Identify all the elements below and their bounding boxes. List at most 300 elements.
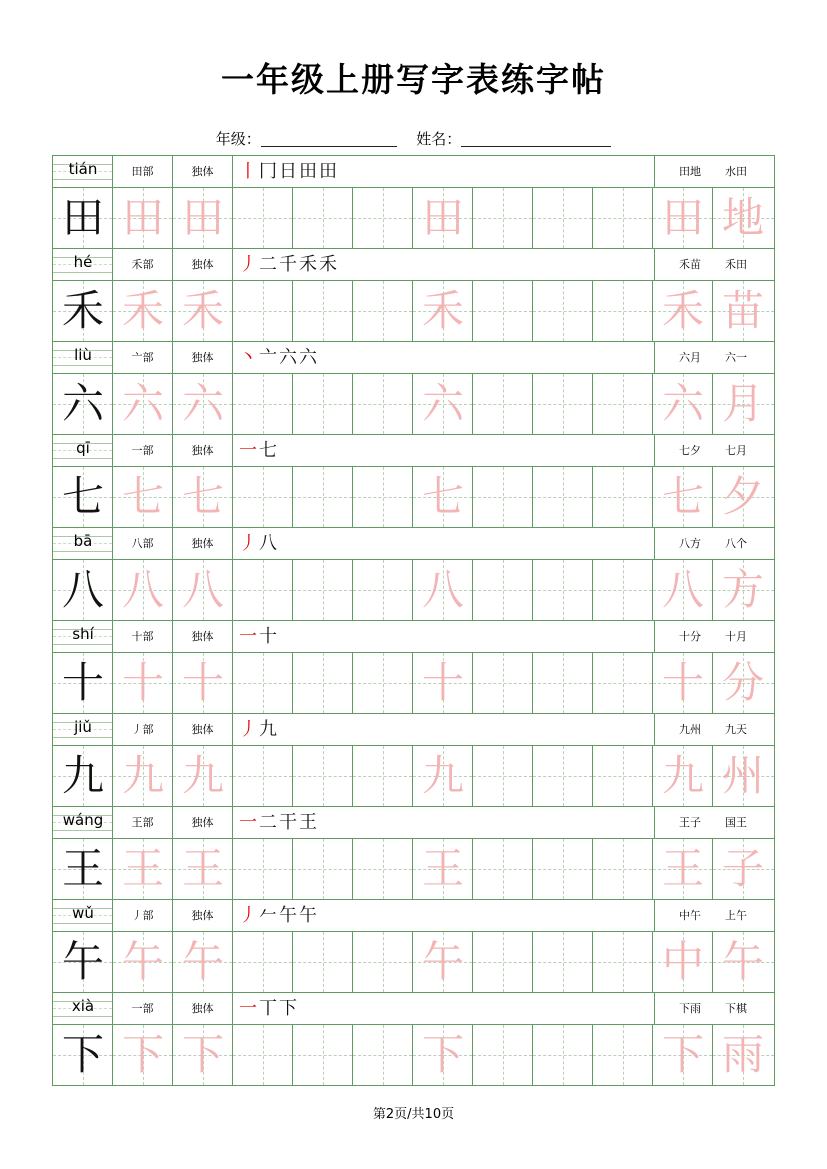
pinyin-cell: [53, 435, 113, 466]
word-char-box: [653, 839, 713, 899]
example-word: 九州: [679, 723, 701, 736]
trace-character: 七: [181, 472, 224, 521]
stroke-step: 二: [259, 254, 279, 275]
writing-row: [52, 838, 775, 899]
trace-character: 六: [661, 379, 704, 428]
trace-character: 王: [181, 844, 224, 893]
example-words-cell: [655, 342, 776, 373]
pinyin-text: hé: [73, 253, 93, 271]
trace-character: 禾: [661, 286, 704, 335]
grade-label: 年级：: [215, 130, 261, 148]
practice-box[interactable]: [533, 932, 593, 992]
stroke-step: 干: [279, 812, 299, 833]
stroke-step: 丨: [239, 161, 259, 182]
practice-box[interactable]: [473, 281, 533, 341]
trace-character: 子: [721, 844, 764, 893]
structure-cell: 独体: [173, 342, 233, 373]
practice-box[interactable]: [593, 560, 653, 620]
example-words-cell: [655, 993, 776, 1024]
trace-character: 苗: [721, 286, 764, 335]
pinyin-text: qī: [76, 439, 90, 457]
stroke-order-cell: [233, 621, 655, 652]
example-word: 王子: [679, 816, 701, 829]
trace-character: 田: [121, 193, 164, 242]
practice-box[interactable]: [533, 374, 593, 434]
radical-cell: 禾部: [113, 249, 173, 280]
radical-cell: 一部: [113, 435, 173, 466]
trace-character: 八: [181, 565, 224, 614]
trace-character: 分: [721, 658, 764, 707]
trace-character: 王: [661, 844, 704, 893]
trace-character: 七: [121, 472, 164, 521]
practice-box[interactable]: [593, 1025, 653, 1085]
practice-box[interactable]: [593, 746, 653, 806]
word-char-box: [653, 1025, 713, 1085]
example-word: 禾苗: [679, 258, 701, 271]
writing-row: [52, 373, 775, 434]
model-char-box: [53, 188, 113, 248]
trace-character: 中: [661, 937, 704, 986]
stroke-step: 午: [299, 905, 319, 926]
practice-box[interactable]: [353, 560, 413, 620]
practice-box[interactable]: [293, 839, 353, 899]
word-char-box: [713, 653, 774, 713]
model-char-box: [53, 839, 113, 899]
stroke-step: 禾: [319, 254, 339, 275]
practice-box[interactable]: [293, 560, 353, 620]
example-word: 下棋: [725, 1002, 747, 1015]
info-row: [52, 620, 775, 652]
structure-cell: 独体: [173, 249, 233, 280]
practice-box[interactable]: [233, 560, 293, 620]
practice-box[interactable]: [473, 839, 533, 899]
practice-box[interactable]: [533, 1025, 593, 1085]
model-char-box: [53, 467, 113, 527]
word-char-box: [713, 467, 774, 527]
trace-char-box: [173, 746, 233, 806]
practice-box[interactable]: [293, 746, 353, 806]
stroke-step: 六: [279, 347, 299, 368]
example-word: 水田: [725, 165, 747, 178]
trace-char-box: [113, 932, 173, 992]
trace-character: 六: [181, 379, 224, 428]
example-words-cell: [655, 435, 776, 466]
practice-box[interactable]: [593, 374, 653, 434]
word-char-box: [713, 1025, 774, 1085]
trace-character: 十: [661, 658, 704, 707]
practice-box[interactable]: [473, 653, 533, 713]
word-char-box: [713, 746, 774, 806]
example-word: 十月: [725, 630, 747, 643]
stroke-step: 丿: [239, 254, 259, 275]
example-words-cell: [655, 528, 776, 559]
stroke-step: 十: [259, 626, 279, 647]
model-char-box: [53, 653, 113, 713]
example-words-cell: [655, 807, 776, 838]
example-words-cell: [655, 249, 776, 280]
trace-char-box: [173, 560, 233, 620]
pinyin-cell: [53, 993, 113, 1024]
grade-field[interactable]: [261, 132, 397, 147]
trace-character: 八: [421, 565, 464, 614]
trace-character: 六: [421, 379, 464, 428]
page-number: 第2页/共10页: [372, 1107, 455, 1122]
structure-cell: 独体: [173, 156, 233, 187]
trace-character: 九: [661, 751, 704, 800]
trace-char-box: [413, 1025, 473, 1085]
pinyin-cell: [53, 714, 113, 745]
model-char-box: [53, 374, 113, 434]
trace-char-box: [413, 467, 473, 527]
trace-character: 地: [721, 193, 764, 242]
word-char-box: [653, 653, 713, 713]
trace-char-box: [113, 653, 173, 713]
practice-box[interactable]: [353, 281, 413, 341]
pinyin-cell: [53, 342, 113, 373]
stroke-step: 二: [259, 812, 279, 833]
word-char-box: [653, 281, 713, 341]
trace-char-box: [413, 188, 473, 248]
practice-box[interactable]: [533, 653, 593, 713]
trace-character: 田: [181, 193, 224, 242]
structure-cell: 独体: [173, 714, 233, 745]
structure-cell: 独体: [173, 807, 233, 838]
pinyin-text: liù: [74, 346, 92, 364]
trace-character: 下: [181, 1030, 224, 1079]
trace-char-box: [173, 653, 233, 713]
practice-box[interactable]: [233, 467, 293, 527]
trace-character: 午: [181, 937, 224, 986]
word-char-box: [713, 839, 774, 899]
trace-character: 方: [721, 565, 764, 614]
pinyin-text: tián: [68, 160, 98, 178]
pinyin-cell: [53, 900, 113, 931]
page-title: 一年级上册写字表练字帖: [221, 60, 606, 99]
practice-box[interactable]: [233, 932, 293, 992]
practice-box[interactable]: [353, 188, 413, 248]
stroke-step: 八: [259, 533, 279, 554]
info-row: [52, 899, 775, 931]
trace-character: 八: [661, 565, 704, 614]
model-character: 六: [61, 379, 104, 428]
example-words-cell: [655, 621, 776, 652]
practice-box[interactable]: [293, 281, 353, 341]
stroke-step: 六: [299, 347, 319, 368]
trace-char-box: [413, 839, 473, 899]
example-words-cell: [655, 156, 776, 187]
trace-character: 下: [661, 1030, 704, 1079]
practice-box[interactable]: [353, 467, 413, 527]
stroke-step: 冂: [259, 161, 279, 182]
stroke-step: 日: [279, 161, 299, 182]
trace-char-box: [113, 281, 173, 341]
model-character: 午: [61, 937, 104, 986]
stroke-step: 丿: [239, 533, 259, 554]
word-char-box: [653, 560, 713, 620]
example-words-cell: [655, 900, 776, 931]
example-word: 九天: [725, 723, 747, 736]
practice-box[interactable]: [473, 467, 533, 527]
radical-cell: 一部: [113, 993, 173, 1024]
example-word: 田地: [679, 165, 701, 178]
info-row: [52, 155, 775, 187]
trace-character: 午: [421, 937, 464, 986]
stroke-step: 田: [299, 161, 319, 182]
info-row: [52, 341, 775, 373]
word-char-box: [713, 374, 774, 434]
practice-box[interactable]: [293, 467, 353, 527]
trace-character: 七: [661, 472, 704, 521]
name-field[interactable]: [461, 132, 611, 147]
trace-character: 雨: [721, 1030, 764, 1079]
stroke-order-cell: [233, 435, 655, 466]
trace-char-box: [113, 467, 173, 527]
model-character: 七: [61, 472, 104, 521]
practice-box[interactable]: [353, 839, 413, 899]
structure-cell: 独体: [173, 621, 233, 652]
radical-cell: 十部: [113, 621, 173, 652]
practice-box[interactable]: [473, 560, 533, 620]
trace-char-box: [113, 839, 173, 899]
pinyin-cell: [53, 621, 113, 652]
practice-box[interactable]: [533, 560, 593, 620]
practice-box[interactable]: [593, 932, 653, 992]
practice-box[interactable]: [533, 839, 593, 899]
practice-box[interactable]: [593, 467, 653, 527]
trace-char-box: [173, 1025, 233, 1085]
trace-character: 禾: [121, 286, 164, 335]
example-word: 八方: [679, 537, 701, 550]
practice-box[interactable]: [593, 653, 653, 713]
info-row: [52, 248, 775, 280]
info-row: [52, 713, 775, 745]
model-character: 禾: [61, 286, 104, 335]
trace-char-box: [413, 746, 473, 806]
example-word: 中午: [679, 909, 701, 922]
example-word: 六月: [679, 351, 701, 364]
radical-cell: 亠部: [113, 342, 173, 373]
practice-box[interactable]: [233, 839, 293, 899]
practice-box[interactable]: [353, 746, 413, 806]
practice-box[interactable]: [233, 374, 293, 434]
structure-cell: 独体: [173, 528, 233, 559]
writing-row: [52, 187, 775, 248]
word-char-box: [653, 374, 713, 434]
trace-character: 午: [721, 937, 764, 986]
trace-character: 下: [421, 1030, 464, 1079]
trace-character: 九: [121, 751, 164, 800]
pinyin-cell: [53, 807, 113, 838]
trace-char-box: [413, 653, 473, 713]
stroke-step: 一: [239, 998, 259, 1019]
practice-grid: [52, 155, 775, 1086]
writing-row: [52, 1024, 775, 1086]
trace-character: 十: [121, 658, 164, 707]
model-char-box: [53, 281, 113, 341]
trace-char-box: [113, 188, 173, 248]
practice-box[interactable]: [293, 1025, 353, 1085]
trace-char-box: [173, 374, 233, 434]
practice-box[interactable]: [473, 746, 533, 806]
trace-character: 夕: [721, 472, 764, 521]
pinyin-text: wáng: [62, 811, 104, 829]
practice-box[interactable]: [473, 1025, 533, 1085]
stroke-order-cell: [233, 528, 655, 559]
practice-box[interactable]: [473, 374, 533, 434]
word-char-box: [653, 932, 713, 992]
model-char-box: [53, 746, 113, 806]
practice-box[interactable]: [353, 1025, 413, 1085]
practice-box[interactable]: [353, 653, 413, 713]
practice-box[interactable]: [533, 188, 593, 248]
example-word: 禾田: [725, 258, 747, 271]
radical-cell: 王部: [113, 807, 173, 838]
stroke-step: 丶: [239, 347, 259, 368]
trace-character: 王: [121, 844, 164, 893]
radical-cell: 八部: [113, 528, 173, 559]
practice-box[interactable]: [233, 188, 293, 248]
trace-character: 禾: [181, 286, 224, 335]
stroke-step: 一: [239, 812, 259, 833]
model-character: 九: [61, 751, 104, 800]
example-word: 七夕: [679, 444, 701, 457]
trace-char-box: [413, 374, 473, 434]
trace-character: 下: [121, 1030, 164, 1079]
trace-character: 田: [661, 193, 704, 242]
stroke-step: 亠: [259, 347, 279, 368]
practice-box[interactable]: [533, 467, 593, 527]
model-character: 田: [61, 193, 104, 242]
practice-box[interactable]: [293, 374, 353, 434]
trace-character: 十: [181, 658, 224, 707]
stroke-step: 王: [299, 812, 319, 833]
radical-cell: 丿部: [113, 714, 173, 745]
pinyin-text: wǔ: [72, 904, 94, 922]
model-char-box: [53, 932, 113, 992]
stroke-step: 午: [279, 905, 299, 926]
trace-char-box: [173, 839, 233, 899]
practice-box[interactable]: [293, 653, 353, 713]
practice-box[interactable]: [593, 281, 653, 341]
pinyin-text: jiǔ: [74, 718, 92, 736]
info-row: [52, 806, 775, 838]
stroke-step: 七: [259, 440, 279, 461]
word-char-box: [713, 188, 774, 248]
word-char-box: [713, 932, 774, 992]
stroke-step: 禾: [299, 254, 319, 275]
model-character: 王: [61, 844, 104, 893]
example-word: 十分: [679, 630, 701, 643]
stroke-step: 丅: [259, 998, 279, 1019]
practice-box[interactable]: [353, 932, 413, 992]
trace-char-box: [113, 746, 173, 806]
name-label: 姓名：: [416, 130, 462, 148]
structure-cell: 独体: [173, 993, 233, 1024]
trace-char-box: [173, 188, 233, 248]
student-info-line: [0, 128, 827, 150]
stroke-order-cell: [233, 156, 655, 187]
trace-character: 田: [421, 193, 464, 242]
trace-character: 六: [121, 379, 164, 428]
stroke-order-cell: [233, 807, 655, 838]
stroke-step: 千: [279, 254, 299, 275]
practice-box[interactable]: [233, 746, 293, 806]
example-words-cell: [655, 714, 776, 745]
stroke-step: 丿: [239, 719, 259, 740]
info-row: [52, 527, 775, 559]
stroke-step: 𠂉: [259, 905, 279, 926]
stroke-step: 下: [279, 998, 299, 1019]
trace-character: 王: [421, 844, 464, 893]
practice-box[interactable]: [293, 188, 353, 248]
pinyin-cell: [53, 249, 113, 280]
trace-character: 州: [721, 751, 764, 800]
model-char-box: [53, 560, 113, 620]
trace-character: 月: [721, 379, 764, 428]
pinyin-cell: [53, 528, 113, 559]
radical-cell: 田部: [113, 156, 173, 187]
writing-row: [52, 931, 775, 992]
writing-row: [52, 280, 775, 341]
trace-char-box: [173, 281, 233, 341]
stroke-step: 丿: [239, 905, 259, 926]
stroke-order-cell: [233, 993, 655, 1024]
writing-row: [52, 745, 775, 806]
practice-box[interactable]: [533, 746, 593, 806]
practice-box[interactable]: [353, 374, 413, 434]
stroke-step: 一: [239, 440, 259, 461]
model-character: 八: [61, 565, 104, 614]
practice-box[interactable]: [233, 1025, 293, 1085]
stroke-step: 九: [259, 719, 279, 740]
example-word: 下雨: [679, 1002, 701, 1015]
writing-row: [52, 559, 775, 620]
practice-box[interactable]: [533, 281, 593, 341]
trace-char-box: [113, 560, 173, 620]
writing-row: [52, 466, 775, 527]
stroke-order-cell: [233, 342, 655, 373]
writing-row: [52, 652, 775, 713]
word-char-box: [713, 281, 774, 341]
model-character: 下: [61, 1030, 104, 1079]
trace-character: 九: [181, 751, 224, 800]
practice-box[interactable]: [473, 932, 533, 992]
practice-box[interactable]: [233, 281, 293, 341]
practice-box[interactable]: [593, 839, 653, 899]
word-char-box: [653, 746, 713, 806]
info-row: [52, 434, 775, 466]
model-character: 十: [61, 658, 104, 707]
trace-character: 七: [421, 472, 464, 521]
practice-box[interactable]: [233, 653, 293, 713]
trace-char-box: [173, 467, 233, 527]
structure-cell: 独体: [173, 435, 233, 466]
practice-box[interactable]: [293, 932, 353, 992]
example-word: 国王: [725, 816, 747, 829]
pinyin-text: shí: [72, 625, 94, 643]
stroke-order-cell: [233, 900, 655, 931]
trace-character: 禾: [421, 286, 464, 335]
practice-box[interactable]: [473, 188, 533, 248]
practice-box[interactable]: [593, 188, 653, 248]
example-word: 上午: [725, 909, 747, 922]
structure-cell: 独体: [173, 900, 233, 931]
word-char-box: [653, 188, 713, 248]
word-char-box: [653, 467, 713, 527]
pinyin-cell: [53, 156, 113, 187]
trace-character: 十: [421, 658, 464, 707]
word-char-box: [713, 560, 774, 620]
